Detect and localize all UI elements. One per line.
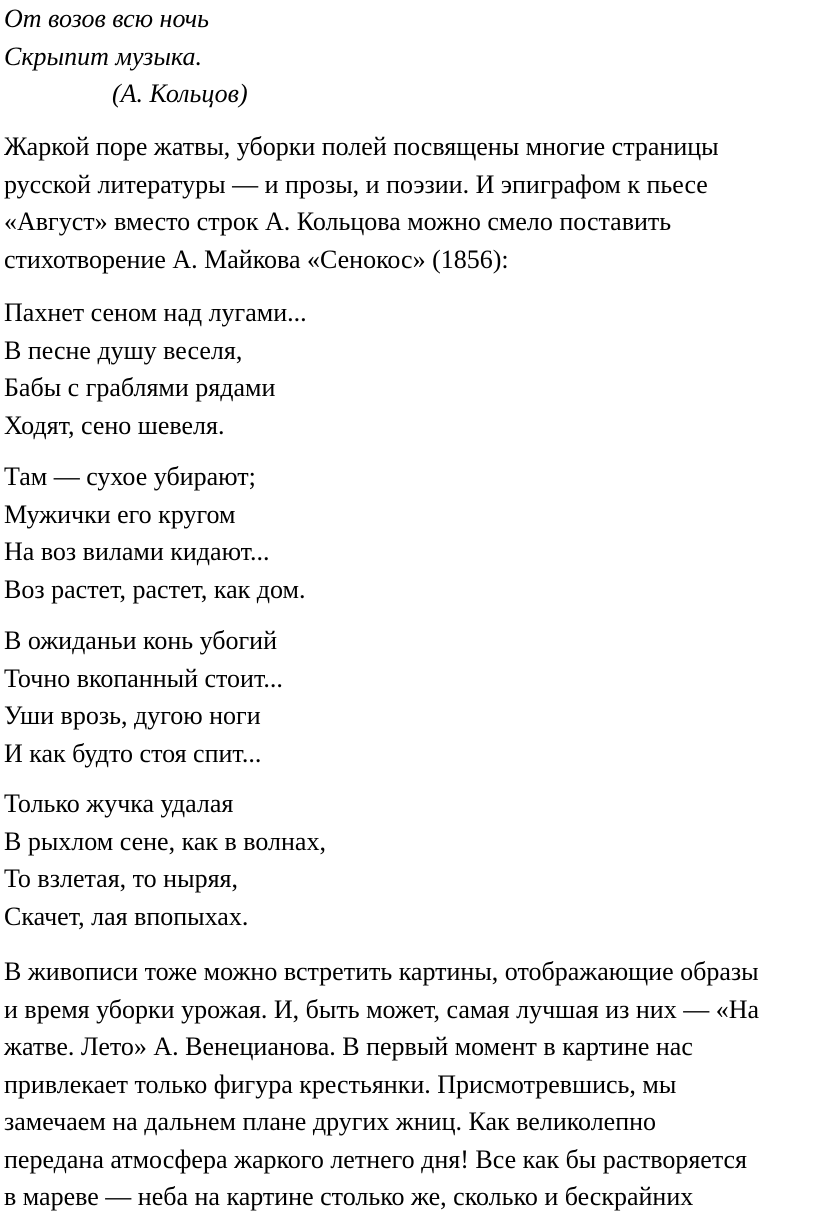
paragraph-line: «Август» вместо строк А. Кольцова можно смело поставить xyxy=(4,207,672,236)
paragraph-painting xyxy=(4,953,814,1216)
poem-line: Бабы с граблями рядами xyxy=(4,373,276,402)
poem-line: В песне душу веселя, xyxy=(4,335,243,365)
paragraph-line: Жаркой поре жатвы, уборки полей посвящены многие страницы xyxy=(4,132,719,161)
paragraph-line: в мареве — неба на картине столько же, сколько и бескрайних xyxy=(4,1182,694,1211)
poem-line: Пахнет сеном над лугами... xyxy=(4,298,307,327)
poem-line: И как будто стоя спит... xyxy=(4,738,262,768)
poem-stanza-3 xyxy=(4,622,814,772)
paragraph-line: передана атмосфера жаркого летнего дня! Все как бы растворяется xyxy=(4,1144,747,1174)
poem-stanza-1 xyxy=(4,294,814,444)
epigraph-line: Скрыпит музыка. xyxy=(4,41,202,71)
paragraph-line: стихотворение А. Майкова «Сенокос» (1856): xyxy=(4,244,509,274)
epigraph-line: От возов всю ночь xyxy=(4,4,210,33)
poem-line: На воз вилами кидают... xyxy=(4,537,270,566)
poem-stanza-2 xyxy=(4,458,814,608)
poem-stanza-4 xyxy=(4,785,814,935)
poem-line: Скачет, лая впопыхах. xyxy=(4,901,249,931)
poem-line: Воз растет, растет, как дом. xyxy=(4,574,306,604)
paragraph-line: жатве. Лето» А. Венецианова. В первый момент в картине нас xyxy=(4,1032,693,1061)
poem-line: То взлетая, то ныряя, xyxy=(4,864,238,893)
poem-line: Только жучка удалая xyxy=(4,789,234,818)
paragraph-intro xyxy=(4,128,814,278)
paragraph-line: русской литературы — и прозы, и поэзии. И эпиграфом к пьесе xyxy=(4,169,708,199)
paragraph-line: замечаем на дальнем плане других жниц. Как великолепно xyxy=(4,1107,657,1136)
paragraph-line: В живописи тоже можно встретить картины, отображающие образы xyxy=(4,957,759,986)
paragraph-line: привлекает только фигура крестьянки. Присмотревшись, мы xyxy=(4,1069,677,1099)
poem-line: В рыхлом сене, как в волнах, xyxy=(4,826,326,856)
poem-line: Мужички его кругом xyxy=(4,499,236,529)
poem-line: В ожиданьи конь убогий xyxy=(4,626,277,655)
poem-line: Уши врозь, дугою ноги xyxy=(4,701,261,730)
poem-line: Ходят, сено шевеля. xyxy=(4,410,225,440)
paragraph-line: и время уборки урожая. И, быть может, самая лучшая из них — «На xyxy=(4,994,760,1024)
epigraph xyxy=(4,0,814,113)
epigraph-author: (А. Кольцов) xyxy=(112,79,248,108)
poem-line: Точно вкопанный стоит... xyxy=(4,663,283,693)
poem-line: Там — сухое убирают; xyxy=(4,462,256,491)
